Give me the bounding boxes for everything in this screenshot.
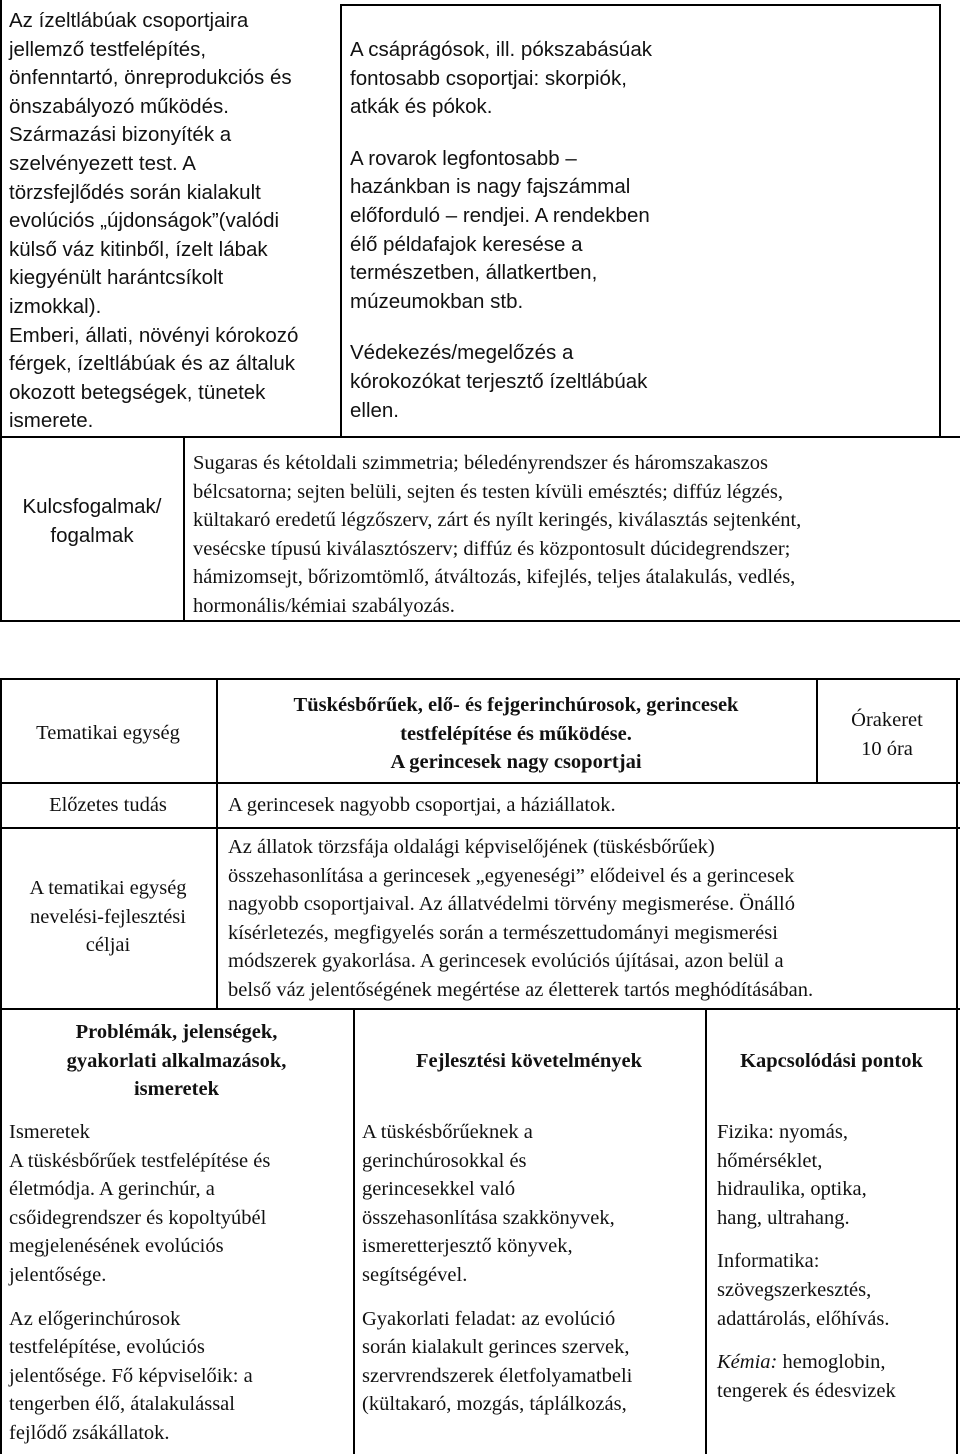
text-line: evolúciós „újdonságok”(valódi <box>9 209 280 233</box>
text-line: összehasonlítása a gerincesek „egyeneségi” elődeivel és a gerincesek <box>228 864 795 887</box>
text-line: kórokozókat terjesztő ízeltlábúak <box>350 369 648 393</box>
text-line: élő példafajok keresése a <box>350 232 583 256</box>
text-line: szövegszerkesztés, <box>717 1278 872 1301</box>
text-line: önfenntartó, önreprodukciós és <box>9 66 292 90</box>
text-line: tengerek és édesvizek <box>717 1379 896 1402</box>
text-line: A tematikai egység <box>29 877 187 899</box>
text-line: gerinchúrosokkal és <box>362 1149 527 1172</box>
s2-row2-divider <box>0 827 960 829</box>
col2-header: Fejlesztési követelmények <box>416 1050 642 1072</box>
col3-content <box>717 1118 955 1405</box>
s1-key-divider <box>183 436 185 621</box>
col1-content <box>9 1118 351 1448</box>
text-line: A gerincesek nagy csoportjai <box>390 751 642 774</box>
text-line: Származási bizonyíték a <box>9 123 232 147</box>
text-line: Az ízeltlábúak csoportjaira <box>9 9 249 32</box>
text-line: Kulcsfogalmak/ <box>22 495 162 518</box>
text-line <box>717 1348 955 1377</box>
text-line: belső váz jelentőségének megértése az életterek tartós meghódításában. <box>228 978 814 1001</box>
hours-label: Órakeret <box>851 709 923 731</box>
text-line: adattárolás, előhívás. <box>717 1307 890 1330</box>
text-line: során kialakult gerinces szervek, <box>362 1336 630 1359</box>
hours-cell <box>818 706 956 763</box>
text-line: összehasonlítása szakkönyvek, <box>362 1206 615 1229</box>
hours-value: 10 óra <box>861 737 913 760</box>
text-line: hazánkban is nagy fajszámmal <box>350 175 631 199</box>
text-line: Sugaras és kétoldali szimmetria; béledényrendszer és háromszakaszos <box>193 452 768 474</box>
text-line: Tüskésbőrűek, elő- és fejgerinchúrosok, gerincesek <box>293 694 739 716</box>
text-line: hőmérséklet, <box>717 1149 823 1172</box>
text-line: hang, ultrahang. <box>717 1206 850 1229</box>
text-line: hidraulika, optika, <box>717 1178 867 1201</box>
unit-title <box>218 691 814 777</box>
unit-label: Tematikai egység <box>36 722 180 744</box>
text-line: jellemző testfelépítés, <box>9 37 207 61</box>
text-line: csőidegrendszer és kopoltyúbél <box>9 1206 267 1229</box>
text-line: módszerek gyakorlása. A gerincesek evolúciós újításai, azon belül a <box>228 950 784 973</box>
text-line: testfelépítése, evolúciós <box>9 1336 205 1359</box>
text-line: ellen. <box>350 398 400 422</box>
text-line: Emberi, állati, növényi kórokozó <box>9 323 299 347</box>
text-line: előforduló – rendjei. A rendekben <box>350 203 650 227</box>
text-line: múzeumokban stb. <box>350 289 524 313</box>
text-line: tengerben élő, átalakulással <box>9 1393 235 1416</box>
s1-left-cell <box>9 7 337 436</box>
chemistry-text: hemoglobin, <box>777 1351 886 1374</box>
text-line: okozott betegségek, tünetek <box>9 380 266 404</box>
text-line: ismerete. <box>9 409 94 433</box>
text-line: gerincesekkel való <box>362 1178 516 1201</box>
text-line: jelentősége. <box>9 1263 107 1286</box>
text-line: fontosabb csoportjai: skorpiók, <box>350 66 627 90</box>
text-line: külső váz kitinből, ízelt lábak <box>9 237 268 261</box>
text-line: hámizomsejt, bőrizomtömlő, átváltozás, kifejlés, teljes átalakulás, vedlés, <box>193 566 796 589</box>
prior-knowledge-label: Előzetes tudás <box>49 794 167 816</box>
text-line: Informatika: <box>717 1250 820 1273</box>
text-line: segítségével. <box>362 1263 468 1286</box>
s1-top-border <box>340 4 941 6</box>
text-line: jelentősége. Fő képviselőik: a <box>9 1364 253 1387</box>
goals-text <box>228 833 956 1005</box>
text-line: megjelenésének evolúciós <box>9 1235 224 1258</box>
s2-row3-divider <box>0 1008 960 1010</box>
col2-content <box>362 1118 704 1419</box>
s2-right-border <box>956 678 958 1454</box>
s1-middle-cell <box>350 36 935 425</box>
text-line: nagyobb csoportjaival. Az állatvédelmi törvény megismerése. Önálló <box>228 893 796 916</box>
s1-mid-divider <box>340 4 342 436</box>
text-line: Az előgerinchúrosok <box>9 1307 181 1330</box>
col1-header <box>2 1018 351 1104</box>
text-line: önszabályozó működés. <box>9 94 229 118</box>
text-line: izmokkal). <box>9 294 102 318</box>
text-line: (kültakaró, mozgás, táplálkozás, <box>362 1393 627 1416</box>
text-line: gyakorlati alkalmazások, <box>66 1049 287 1072</box>
text-line: kiegyénült harántcsíkolt <box>9 266 224 290</box>
col3-header: Kapcsolódási pontok <box>740 1050 923 1072</box>
text-line: testfelépítése és működése. <box>400 722 632 745</box>
text-line: Fizika: nyomás, <box>717 1121 848 1143</box>
text-line: A tüskésbőrűeknek a <box>362 1121 533 1143</box>
s2-row1-divider <box>0 782 960 784</box>
chemistry-label: Kémia: <box>717 1351 778 1374</box>
text-line: fogalmak <box>50 523 134 547</box>
goals-label <box>2 874 214 960</box>
text-line: Védekezés/megelőzés a <box>350 341 574 365</box>
text-line: Az állatok törzsfája oldalági képviselőjének (tüskésbőrűek) <box>228 836 715 858</box>
text-line: Problémák, jelenségek, <box>75 1021 278 1043</box>
text-line: céljai <box>85 934 131 957</box>
text-line: szelvényezett test. A <box>9 151 196 175</box>
text-line: vesécske típusú kiválasztószerv; diffúz és központosult dúcidegrendszer; <box>193 537 791 560</box>
text-line: férgek, ízeltlábúak és az általuk <box>9 352 296 376</box>
text-line: Ismeretek <box>9 1121 90 1143</box>
text-line: szervrendszerek életfolyamatbeli <box>362 1364 633 1387</box>
text-line: életmódja. A gerinchúr, a <box>9 1178 215 1201</box>
text-line: nevelési-fejlesztési <box>30 905 186 928</box>
text-line: A csáprágósok, ill. pókszabásúak <box>350 38 652 61</box>
text-line: ismeretterjesztő könyvek, <box>362 1235 573 1258</box>
key-concepts-label <box>2 493 182 550</box>
prior-knowledge-text: A gerincesek nagyobb csoportjai, a háziállatok. <box>228 794 616 816</box>
text-line: fejlődő zsákállatok. <box>9 1421 170 1444</box>
text-line: A tüskésbőrűek testfelépítése és <box>9 1149 271 1172</box>
s1-row-divider <box>0 436 960 438</box>
text-line: kísérletezés, megfigyelés során a természettudományi megismerési <box>228 921 778 944</box>
text-line: ismeretek <box>133 1078 219 1101</box>
text-line: hormonális/kémiai szabályozás. <box>193 594 455 617</box>
text-line: A rovarok legfontosabb – <box>350 146 577 170</box>
text-line: természetben, állatkertben, <box>350 261 598 285</box>
text-line: atkák és pókok. <box>350 95 493 119</box>
text-line: törzsfejlődés során kialakult <box>9 180 261 204</box>
key-concepts-text <box>193 449 953 621</box>
text-line: bélcsatorna; sejten belüli, sejten és testen kívüli emésztés; diffúz légzés, <box>193 480 783 503</box>
s1-right-border <box>939 4 941 436</box>
text-line: Gyakorlati feladat: az evolúció <box>362 1307 616 1330</box>
text-line: kültakaró eredetű légzőszerv, zárt és nyílt keringés, kiválasztás sejtenként, <box>193 509 802 532</box>
